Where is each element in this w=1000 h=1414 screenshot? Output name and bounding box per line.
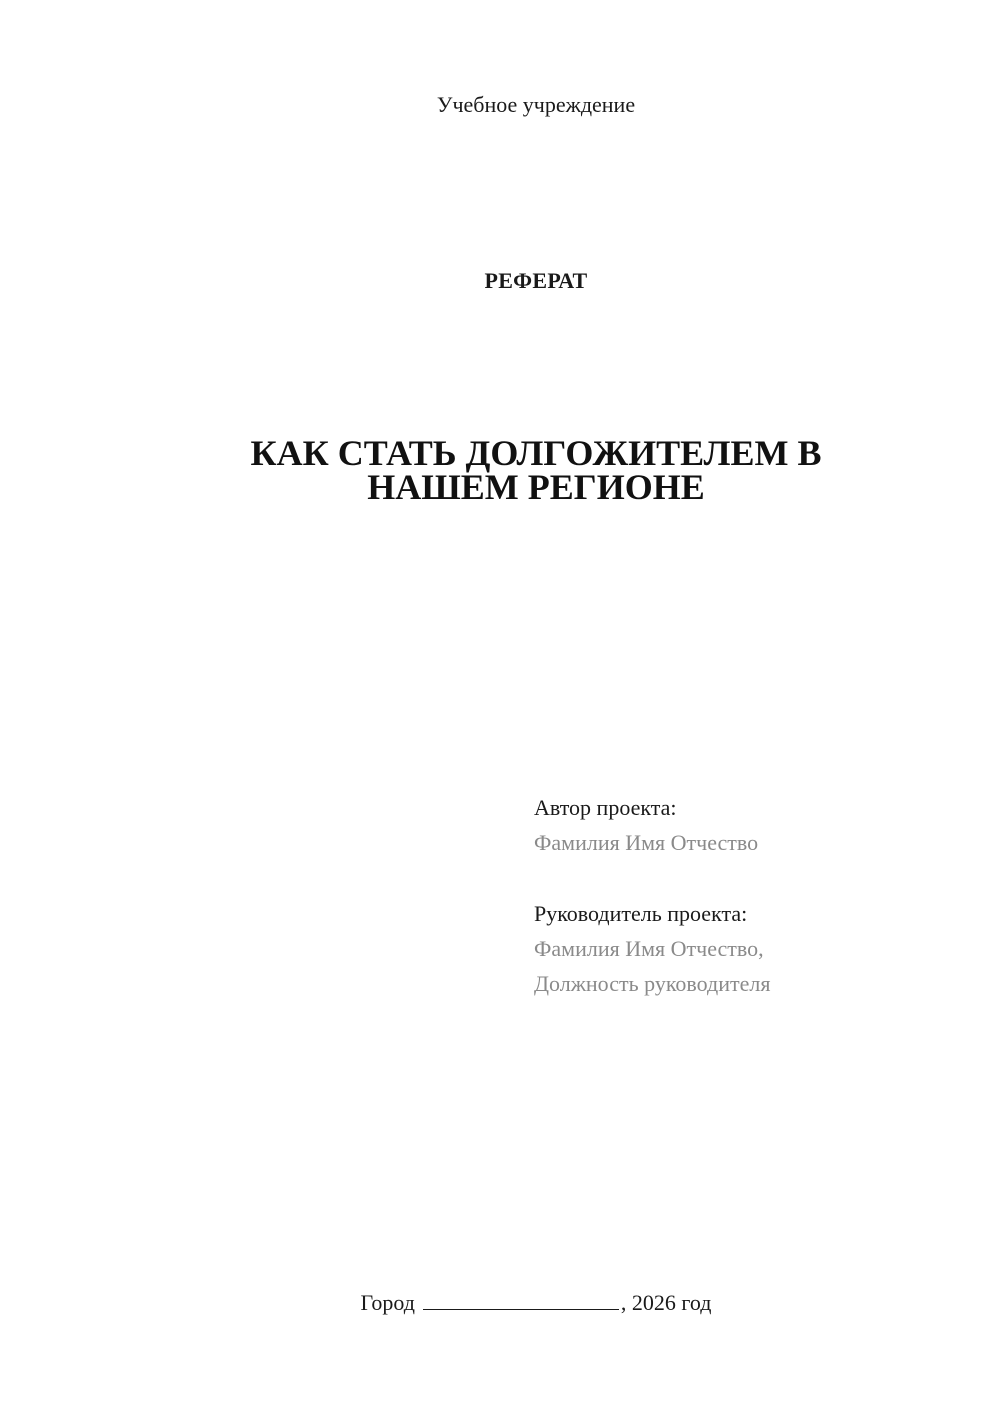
year-text: , 2026 год (620, 1290, 712, 1315)
city-label: Город (360, 1290, 415, 1315)
city-blank-line (423, 1291, 619, 1310)
title-line-1: КАК СТАТЬ ДОЛГОЖИТЕЛЕМ В (250, 433, 822, 473)
author-name-placeholder: Фамилия Имя Отчество (534, 830, 759, 855)
document-title (180, 433, 892, 507)
supervisor-name-placeholder: Фамилия Имя Отчество, (534, 936, 764, 961)
credits-block (534, 790, 770, 1001)
supervisor-position-placeholder: Должность руководителя (534, 971, 771, 996)
author-label: Автор проекта: (534, 795, 677, 820)
city-year-footer (0, 1290, 1000, 1316)
document-type: РЕФЕРАТ (484, 268, 588, 293)
institution-name: Учебное учреждение (436, 92, 636, 117)
title-line-2: НАШЕМ РЕГИОНЕ (367, 467, 705, 507)
supervisor-label: Руководитель проекта: (534, 901, 748, 926)
block-spacer (534, 860, 770, 896)
